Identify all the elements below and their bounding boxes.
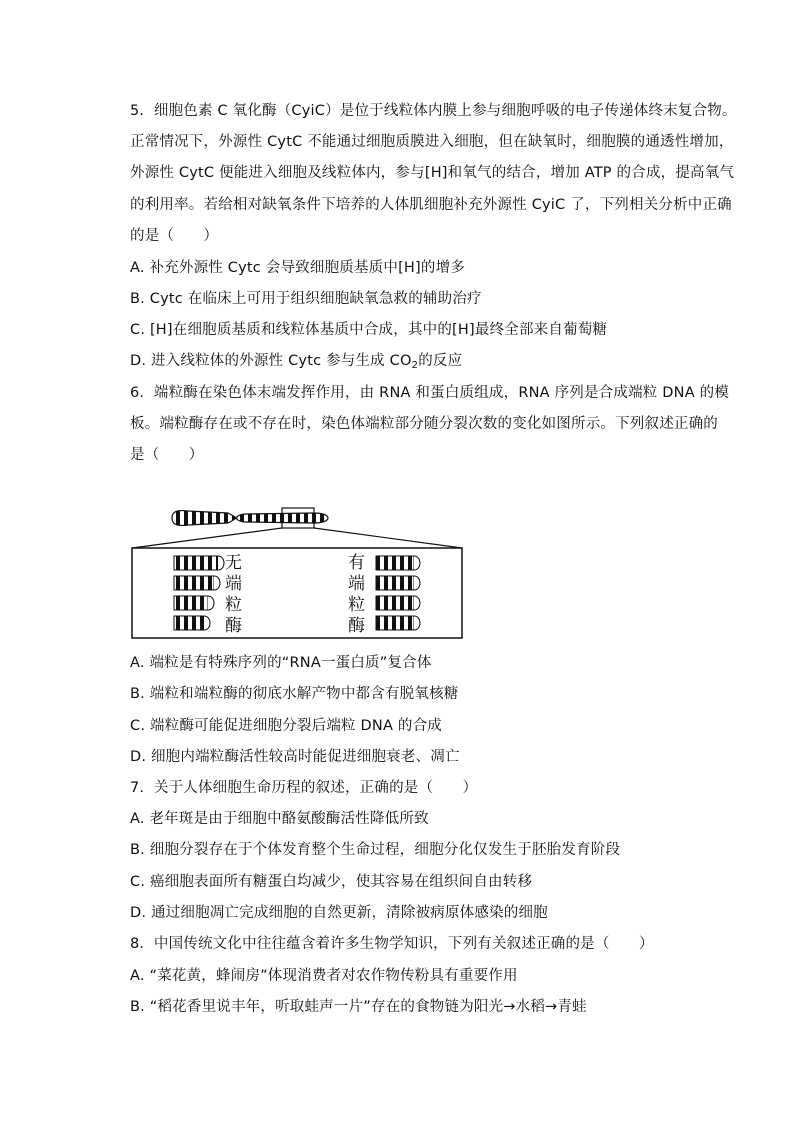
left-chromatid-4 (174, 616, 210, 630)
label-with-telomerase-3: 粒 (348, 595, 365, 615)
q7-number: 7. (130, 780, 145, 796)
label-with-telomerase-1: 有 (348, 553, 365, 573)
q7-option-d[interactable]: D. 通过细胞凋亡完成细胞的自然更新，清除被病原体感染的细胞 (130, 905, 548, 921)
q5-line-1: 5. 细胞色素 C 氧化酶（CyiC）是位于线粒体内膜上参与细胞呼吸的电子传递体终末复合物。 (130, 103, 737, 119)
q5-line-5: 的是（ ） (130, 228, 219, 244)
q5-line-2: 正常情况下，外源性 CytC 不能通过细胞质膜进入细胞，但在缺氧时，细胞膜的通透性增加， (130, 134, 734, 150)
q6-number: 6. (130, 385, 145, 401)
q5-option-d[interactable]: D. 进入线粒体的外源性 Cytc 参与生成 $CO_2$的反应 (130, 353, 463, 371)
q7-option-b[interactable]: B. 细胞分裂存在于个体发育整个生命过程，细胞分化仅发生于胚胎发育阶段 (130, 842, 621, 858)
q6-option-d[interactable]: D. 细胞内端粒酶活性较高时能促进细胞衰老、凋亡 (130, 749, 460, 765)
q5-number: 5. (130, 103, 145, 119)
q7-option-a[interactable]: A. 老年斑是由于细胞中酪氨酸酶活性降低所致 (130, 811, 429, 827)
q5-option-a[interactable]: A. 补充外源性 Cytc 会导致细胞质基质中[H]的增多 (130, 260, 465, 276)
label-with-telomerase-2: 端 (348, 574, 365, 594)
telomere-diagram (128, 498, 466, 642)
label-without-telomerase-4: 酶 (225, 616, 242, 636)
right-chromatid-1 (376, 556, 420, 570)
label-without-telomerase-3: 粒 (225, 595, 242, 615)
q6-line-3: 是（ ） (130, 447, 204, 463)
q5-line-3: 外源性 CytC 便能进入细胞及线粒体内，参与[H]和氧气的结合，增加 ATP 的合成，提高氧气 (130, 165, 735, 181)
right-chromatid-4 (376, 616, 420, 630)
q7-stem: 7. 关于人体细胞生命历程的叙述，正确的是（ ） (130, 780, 478, 796)
q8-number: 8. (130, 936, 145, 952)
q6-line-2: 板。端粒酶存在或不存在时，染色体端粒部分随分裂次数的变化如图所示。下列叙述正确的 (130, 416, 718, 432)
label-with-telomerase-4: 酶 (348, 616, 365, 636)
q7-option-c[interactable]: C. 癌细胞表面所有糖蛋白均减少，使其容易在组织间自由转移 (130, 874, 533, 890)
q6-option-a[interactable]: A. 端粒是有特殊序列的“RNA一蛋白质”复合体 (130, 655, 432, 671)
left-chromatid-3 (174, 596, 214, 610)
q5-line-4: 的利用率。若给相对缺氧条件下培养的人体肌细胞补充外源性 CyiC 了，下列相关分析中正确 (130, 197, 732, 213)
chromosome (172, 511, 328, 526)
label-without-telomerase-1: 无 (225, 553, 242, 573)
right-chromatid-2 (376, 576, 420, 590)
left-chromatid-2 (174, 576, 220, 590)
q6-option-c[interactable]: C. 端粒酶可能促进细胞分裂后端粒 DNA 的合成 (130, 718, 442, 734)
right-chromatid-3 (376, 596, 420, 610)
q5-option-b[interactable]: B. Cytc 在临床上可用于组织细胞缺氧急救的辅助治疗 (130, 291, 482, 307)
q6-option-b[interactable]: B. 端粒和端粒酶的彻底水解产物中都含有脱氧核糖 (130, 686, 459, 702)
label-without-telomerase-2: 端 (225, 574, 242, 594)
q6-line-1: 6. 端粒酶在染色体末端发挥作用，由 RNA 和蛋白质组成，RNA 序列是合成端粒 DNA 的模 (130, 385, 730, 401)
q8-option-b[interactable]: B. “稻花香里说丰年，听取蛙声一片”存在的食物链为阳光→水稻→青蛙 (130, 999, 587, 1015)
left-chromatid-1 (174, 556, 224, 570)
telomere-figure (128, 498, 466, 642)
q8-stem: 8. 中国传统文化中往往蕴含着许多生物学知识，下列有关叙述正确的是（ ） (130, 936, 654, 952)
q5-option-c[interactable]: C. [H]在细胞质基质和线粒体基质中合成，其中的[H]最终全部来自葡萄糖 (130, 322, 608, 338)
q8-option-a[interactable]: A. “菜花黄，蜂闹房”体现消费者对农作物传粉具有重要作用 (130, 968, 518, 984)
